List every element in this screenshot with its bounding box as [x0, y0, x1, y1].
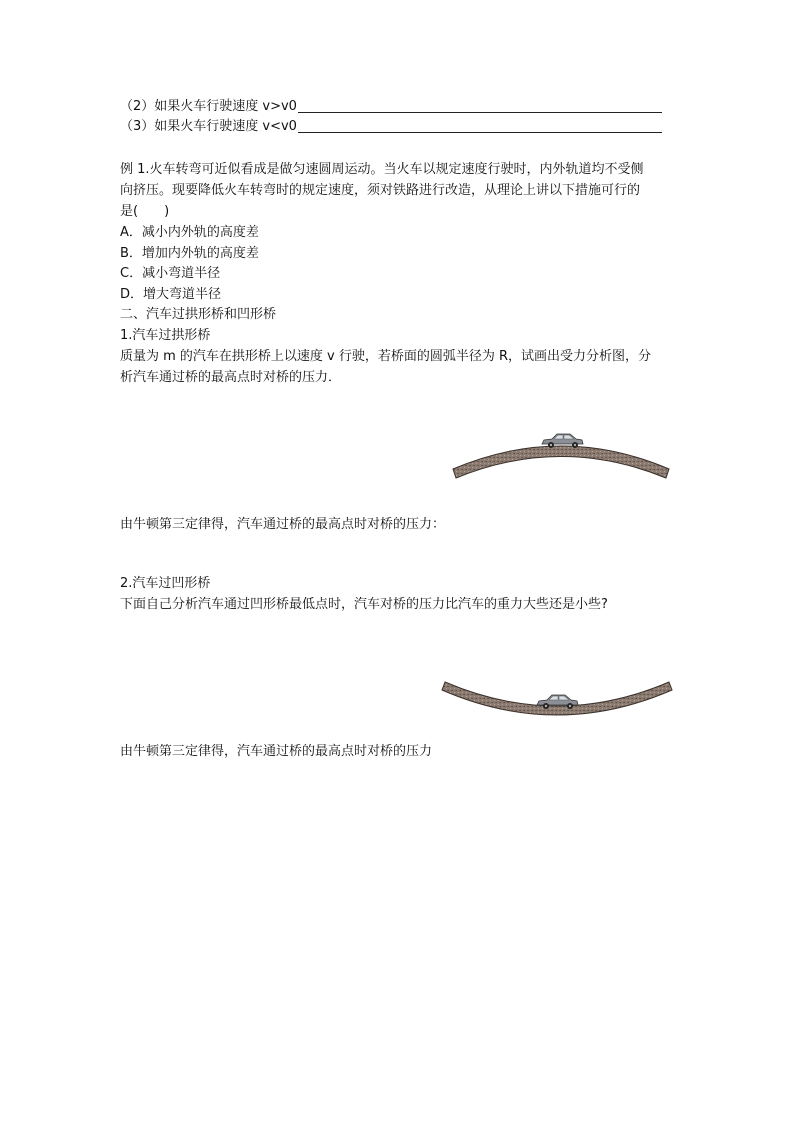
example-line-3: 是( ) — [120, 204, 170, 219]
question-3-text: （3）如果火车行驶速度 v<v0 — [120, 119, 297, 134]
question-2 — [120, 97, 662, 117]
section-heading: 二、汽车过拱形桥和凹形桥 — [120, 307, 277, 322]
subheading-arch-bridge: 1.汽车过拱形桥 — [120, 328, 211, 343]
concave-bridge-illustration — [440, 678, 674, 723]
example-line-1: 例 1.火车转弯可近似看成是做匀速圆周运动。当火车以规定速度行驶时，内外轨道均不受侧 — [120, 162, 644, 177]
option-c: C．减小弯道半径 — [120, 266, 221, 281]
arch-bridge-illustration — [450, 425, 672, 485]
question-3 — [120, 117, 662, 137]
option-d: D．增大弯道半径 — [120, 287, 222, 302]
answer-blank-2[interactable] — [298, 98, 662, 113]
newton-statement-1: 由牛顿第三定律得，汽车通过桥的最高点时对桥的压力： — [120, 517, 446, 532]
option-a: A．减小内外轨的高度差 — [120, 225, 259, 240]
arch-paragraph-line-1: 质量为 m 的汽车在拱形桥上以速度 v 行驶，若桥面的圆弧半径为 R，试画出受力分析图，分 — [120, 349, 652, 364]
subheading-concave-bridge: 2.汽车过凹形桥 — [120, 576, 211, 591]
arch-paragraph-line-2: 析汽车通过桥的最高点时对桥的压力． — [120, 370, 342, 385]
option-b: B．增加内外轨的高度差 — [120, 246, 259, 261]
concave-paragraph: 下面自己分析汽车通过凹形桥最低点时，汽车对桥的压力比汽车的重力大些还是小些? — [120, 597, 608, 612]
question-2-text: （2）如果火车行驶速度 v>v0 — [120, 99, 297, 114]
newton-statement-2: 由牛顿第三定律得，汽车通过桥的最高点时对桥的压力 — [120, 744, 433, 759]
arch-road — [453, 446, 669, 478]
example-line-2: 向挤压。现要降低火车转弯时的规定速度，须对铁路进行改造，从理论上讲以下措施可行的 — [120, 183, 641, 198]
answer-blank-3[interactable] — [298, 118, 662, 133]
